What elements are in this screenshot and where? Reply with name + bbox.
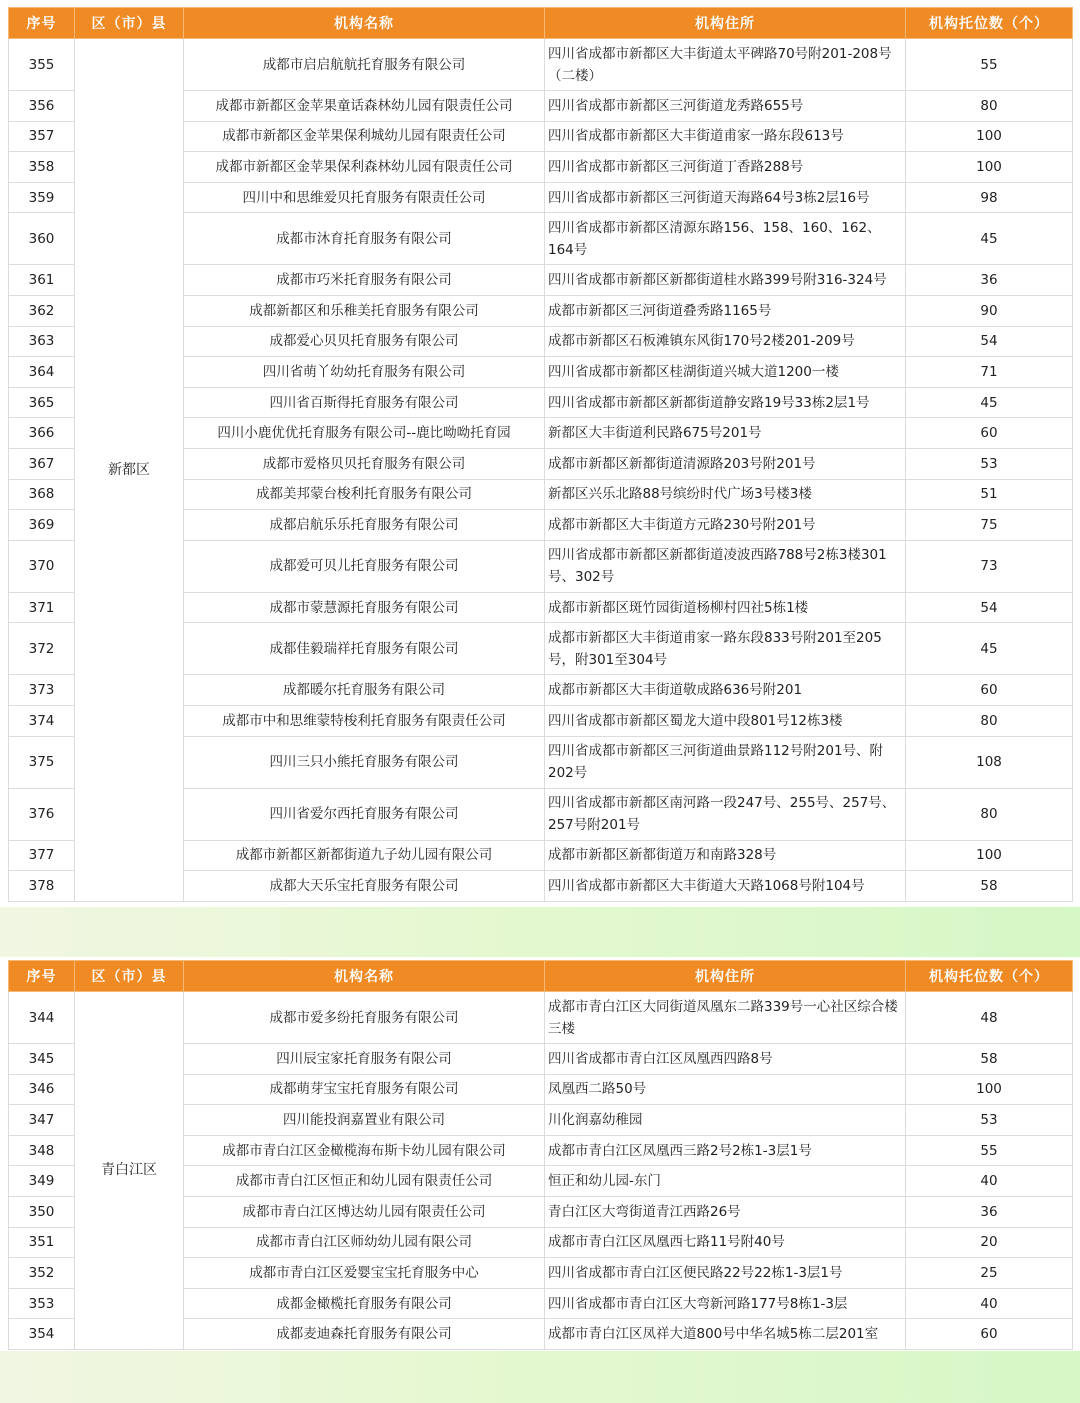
header-row: [9, 961, 1073, 992]
cell-seq: 358: [9, 152, 75, 183]
cell-address: 四川省成都市新都区桂湖街道兴城大道1200一楼: [545, 357, 906, 388]
cell-address: 四川省成都市新都区大丰街道太平碑路70号附201-208号（二楼）: [545, 39, 906, 91]
cell-seq: 349: [9, 1166, 75, 1197]
cell-district: 新都区: [75, 39, 184, 902]
cell-address: 成都市新都区新都街道清源路203号附201号: [545, 448, 906, 479]
cell-capacity: 54: [906, 326, 1073, 357]
cell-capacity: 36: [906, 265, 1073, 296]
cell-address: 新都区大丰街道利民路675号201号: [545, 418, 906, 449]
cell-seq: 376: [9, 788, 75, 840]
cell-name: 四川能投润嘉置业有限公司: [184, 1105, 545, 1136]
cell-address: 四川省成都市新都区清源东路156、158、160、162、164号: [545, 213, 906, 265]
cell-address: 凤凰西二路50号: [545, 1074, 906, 1105]
cell-name: 成都麦迪森托育服务有限公司: [184, 1319, 545, 1350]
cell-address: 四川省成都市新都区三河街道曲景路112号附201号、附202号: [545, 736, 906, 788]
cell-seq: 344: [9, 992, 75, 1044]
cell-capacity: 51: [906, 479, 1073, 510]
cell-name: 成都市新都区金苹果保利森林幼儿园有限责任公司: [184, 152, 545, 183]
cell-seq: 346: [9, 1074, 75, 1105]
cell-name: 成都市新都区新都街道九子幼儿园有限公司: [184, 840, 545, 871]
cell-name: 四川中和思维爱贝托育服务有限责任公司: [184, 182, 545, 213]
cell-seq: 378: [9, 871, 75, 902]
cell-seq: 354: [9, 1319, 75, 1350]
cell-address: 四川省成都市新都区新都街道凌波西路788号2栋3楼301号、302号: [545, 540, 906, 592]
cell-name: 四川省萌丫幼幼托育服务有限公司: [184, 357, 545, 388]
cell-capacity: 60: [906, 418, 1073, 449]
cell-seq: 356: [9, 91, 75, 122]
cell-seq: 348: [9, 1135, 75, 1166]
cell-district: 青白江区: [75, 992, 184, 1350]
cell-capacity: 45: [906, 387, 1073, 418]
cell-address: 川化润嘉幼稚园: [545, 1105, 906, 1136]
header-seq: 序号: [9, 961, 75, 992]
cell-name: 四川小鹿优优托育服务有限公司--鹿比呦呦托育园: [184, 418, 545, 449]
cell-capacity: 73: [906, 540, 1073, 592]
cell-name: 成都金橄榄托育服务有限公司: [184, 1288, 545, 1319]
cell-name: 成都新都区和乐稚美托育服务有限公司: [184, 295, 545, 326]
cell-name: 成都市启启航航托育服务有限公司: [184, 39, 545, 91]
cell-seq: 377: [9, 840, 75, 871]
cell-seq: 370: [9, 540, 75, 592]
cell-address: 四川省成都市新都区新都街道桂水路399号附316-324号: [545, 265, 906, 296]
cell-seq: 366: [9, 418, 75, 449]
cell-name: 成都市中和思维蒙特梭利托育服务有限责任公司: [184, 705, 545, 736]
cell-capacity: 80: [906, 91, 1073, 122]
cell-capacity: 20: [906, 1227, 1073, 1258]
cell-address: 成都市新都区新都街道万和南路328号: [545, 840, 906, 871]
header-capacity: 机构托位数（个）: [906, 961, 1073, 992]
cell-name: 成都市青白江区博达幼儿园有限责任公司: [184, 1196, 545, 1227]
cell-capacity: 98: [906, 182, 1073, 213]
header-address: 机构住所: [545, 8, 906, 39]
cell-seq: 350: [9, 1196, 75, 1227]
cell-capacity: 45: [906, 623, 1073, 675]
cell-capacity: 55: [906, 1135, 1073, 1166]
cell-address: 新都区兴乐北路88号缤纷时代广场3号楼3楼: [545, 479, 906, 510]
cell-capacity: 36: [906, 1196, 1073, 1227]
data-table: [8, 960, 1073, 1350]
header-district: 区（市）县: [75, 961, 184, 992]
cell-seq: 365: [9, 387, 75, 418]
cell-name: 成都市青白江区恒正和幼儿园有限责任公司: [184, 1166, 545, 1197]
cell-name: 成都市蒙慧源托育服务有限公司: [184, 592, 545, 623]
cell-address: 四川省成都市新都区三河街道天海路64号3栋2层16号: [545, 182, 906, 213]
cell-capacity: 100: [906, 840, 1073, 871]
cell-name: 四川省爱尔西托育服务有限公司: [184, 788, 545, 840]
table-sheet-xindu: [0, 7, 1080, 902]
cell-seq: 357: [9, 121, 75, 152]
cell-capacity: 58: [906, 871, 1073, 902]
cell-seq: 355: [9, 39, 75, 91]
cell-address: 四川省成都市新都区新都街道静安路19号33栋2层1号: [545, 387, 906, 418]
header-row: [9, 8, 1073, 39]
cell-address: 成都市新都区石板滩镇东风街170号2楼201-209号: [545, 326, 906, 357]
header-district: 区（市）县: [75, 8, 184, 39]
cell-seq: 359: [9, 182, 75, 213]
cell-address: 成都市青白江区凤祥大道800号中华名城5栋二层201室: [545, 1319, 906, 1350]
cell-capacity: 60: [906, 1319, 1073, 1350]
cell-name: 成都市新都区金苹果保利城幼儿园有限责任公司: [184, 121, 545, 152]
cell-capacity: 108: [906, 736, 1073, 788]
cell-seq: 351: [9, 1227, 75, 1258]
cell-name: 成都市新都区金苹果童话森林幼儿园有限责任公司: [184, 91, 545, 122]
cell-address: 成都市新都区大丰街道敬成路636号附201: [545, 675, 906, 706]
cell-address: 四川省成都市新都区三河街道龙秀路655号: [545, 91, 906, 122]
cell-name: 成都启航乐乐托育服务有限公司: [184, 510, 545, 541]
cell-address: 青白江区大弯街道青江西路26号: [545, 1196, 906, 1227]
cell-name: 四川三只小熊托育服务有限公司: [184, 736, 545, 788]
cell-name: 成都市青白江区师幼幼儿园有限公司: [184, 1227, 545, 1258]
header-seq: 序号: [9, 8, 75, 39]
cell-seq: 360: [9, 213, 75, 265]
cell-capacity: 90: [906, 295, 1073, 326]
cell-seq: 363: [9, 326, 75, 357]
cell-name: 成都市爱多纷托育服务有限公司: [184, 992, 545, 1044]
cell-capacity: 25: [906, 1258, 1073, 1289]
cell-name: 成都爱心贝贝托育服务有限公司: [184, 326, 545, 357]
cell-name: 成都爱可贝儿托育服务有限公司: [184, 540, 545, 592]
cell-name: 成都市沐育托育服务有限公司: [184, 213, 545, 265]
cell-address: 成都市青白江区大同街道凤凰东二路339号一心社区综合楼三楼: [545, 992, 906, 1044]
cell-seq: 375: [9, 736, 75, 788]
cell-capacity: 48: [906, 992, 1073, 1044]
cell-address: 四川省成都市新都区南河路一段247号、255号、257号、257号附201号: [545, 788, 906, 840]
header-name: 机构名称: [184, 8, 545, 39]
cell-seq: 369: [9, 510, 75, 541]
cell-seq: 374: [9, 705, 75, 736]
cell-name: 成都市爱格贝贝托育服务有限公司: [184, 448, 545, 479]
cell-seq: 364: [9, 357, 75, 388]
cell-address: 成都市新都区三河街道叠秀路1165号: [545, 295, 906, 326]
cell-capacity: 80: [906, 788, 1073, 840]
cell-address: 四川省成都市新都区大丰街道甫家一路东段613号: [545, 121, 906, 152]
cell-seq: 353: [9, 1288, 75, 1319]
cell-capacity: 53: [906, 448, 1073, 479]
cell-seq: 347: [9, 1105, 75, 1136]
cell-capacity: 100: [906, 152, 1073, 183]
cell-name: 成都大天乐宝托育服务有限公司: [184, 871, 545, 902]
cell-seq: 372: [9, 623, 75, 675]
cell-address: 恒正和幼儿园-东门: [545, 1166, 906, 1197]
header-name: 机构名称: [184, 961, 545, 992]
cell-capacity: 40: [906, 1288, 1073, 1319]
cell-capacity: 60: [906, 675, 1073, 706]
cell-capacity: 40: [906, 1166, 1073, 1197]
header-address: 机构住所: [545, 961, 906, 992]
cell-address: 四川省成都市新都区大丰街道大天路1068号附104号: [545, 871, 906, 902]
cell-name: 成都市青白江区金橄榄海布斯卡幼儿园有限公司: [184, 1135, 545, 1166]
cell-name: 成都暖尔托育服务有限公司: [184, 675, 545, 706]
cell-address: 四川省成都市新都区三河街道丁香路288号: [545, 152, 906, 183]
cell-name: 成都市青白江区爱婴宝宝托育服务中心: [184, 1258, 545, 1289]
cell-capacity: 80: [906, 705, 1073, 736]
separator-band: [0, 907, 1080, 957]
cell-name: 成都佳毅瑞祥托育服务有限公司: [184, 623, 545, 675]
cell-address: 成都市新都区斑竹园街道杨柳村四社5栋1楼: [545, 592, 906, 623]
cell-seq: 361: [9, 265, 75, 296]
cell-seq: 362: [9, 295, 75, 326]
separator-band: [0, 1351, 1080, 1403]
cell-capacity: 100: [906, 121, 1073, 152]
cell-address: 成都市青白江区凤凰西三路2号2栋1-3层1号: [545, 1135, 906, 1166]
cell-address: 四川省成都市青白江区大弯新河路177号8栋1-3层: [545, 1288, 906, 1319]
cell-seq: 371: [9, 592, 75, 623]
cell-seq: 352: [9, 1258, 75, 1289]
cell-address: 四川省成都市青白江区凤凰西四路8号: [545, 1044, 906, 1075]
cell-seq: 367: [9, 448, 75, 479]
cell-name: 四川省百斯得托育服务有限公司: [184, 387, 545, 418]
cell-address: 四川省成都市青白江区便民路22号22栋1-3层1号: [545, 1258, 906, 1289]
cell-capacity: 45: [906, 213, 1073, 265]
cell-capacity: 53: [906, 1105, 1073, 1136]
cell-seq: 368: [9, 479, 75, 510]
cell-capacity: 54: [906, 592, 1073, 623]
table-row: [9, 39, 1073, 91]
header-capacity: 机构托位数（个）: [906, 8, 1073, 39]
cell-name: 成都市巧米托育服务有限公司: [184, 265, 545, 296]
cell-name: 成都美邦蒙台梭利托育服务有限公司: [184, 479, 545, 510]
table-row: [9, 992, 1073, 1044]
data-table: [8, 7, 1073, 902]
cell-capacity: 75: [906, 510, 1073, 541]
cell-capacity: 55: [906, 39, 1073, 91]
cell-address: 成都市新都区大丰街道甫家一路东段833号附201至205号，附301至304号: [545, 623, 906, 675]
cell-name: 成都萌芽宝宝托育服务有限公司: [184, 1074, 545, 1105]
cell-seq: 345: [9, 1044, 75, 1075]
cell-seq: 373: [9, 675, 75, 706]
cell-address: 成都市青白江区凤凰西七路11号附40号: [545, 1227, 906, 1258]
cell-capacity: 100: [906, 1074, 1073, 1105]
cell-capacity: 58: [906, 1044, 1073, 1075]
cell-address: 四川省成都市新都区蜀龙大道中段801号12栋3楼: [545, 705, 906, 736]
table-sheet-qingbaijiang: [0, 960, 1080, 1350]
cell-address: 成都市新都区大丰街道方元路230号附201号: [545, 510, 906, 541]
cell-capacity: 71: [906, 357, 1073, 388]
cell-name: 四川辰宝家托育服务有限公司: [184, 1044, 545, 1075]
